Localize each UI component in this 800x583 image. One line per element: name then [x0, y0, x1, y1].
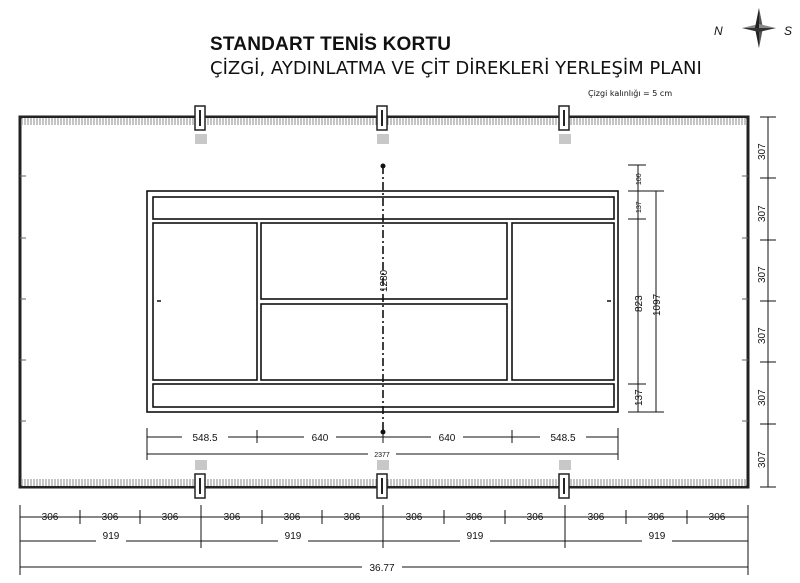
dimension-label: 306 — [526, 512, 544, 523]
dimension-label: 306 — [223, 512, 241, 523]
light-pad — [195, 134, 207, 144]
dimension-label: 306 — [647, 512, 665, 523]
dimension-label: 919 — [102, 531, 120, 542]
dimension-label: 306 — [587, 512, 605, 523]
dimension-label: 306 — [41, 512, 59, 523]
dimension-label: 306 — [101, 512, 119, 523]
dim-net-length: 1280 — [379, 269, 390, 292]
dimension-label: 919 — [284, 531, 302, 542]
dim-court-length: 2377 — [374, 452, 390, 459]
light-pole-top-1 — [195, 106, 207, 144]
court-bottom-dims — [182, 431, 586, 459]
light-pad — [195, 460, 207, 470]
dimension-label: 307 — [757, 205, 768, 222]
light-pole-top-2 — [377, 106, 389, 144]
dim-left-back: 548.5 — [192, 433, 218, 444]
dimension-label: 307 — [757, 327, 768, 344]
light-pad — [559, 460, 571, 470]
dimension-label: 307 — [757, 266, 768, 283]
dimension-label: 307 — [757, 143, 768, 160]
backcourt-right — [512, 223, 614, 380]
dimension-label: 306 — [405, 512, 423, 523]
dimension-label: 306 — [708, 512, 726, 523]
dimension-label: 919 — [466, 531, 484, 542]
dim-outer-width: 1097 — [652, 293, 663, 316]
net-post-top — [381, 164, 386, 169]
dim-top-offset: 100 — [636, 173, 643, 185]
light-pole-bottom-3 — [559, 460, 571, 498]
light-pad — [377, 460, 389, 470]
light-pad — [377, 134, 389, 144]
dim-alley-bottom: 137 — [634, 389, 645, 406]
compass-n-label: N — [714, 24, 723, 38]
light-pole-bottom-2 — [377, 460, 389, 498]
dim-total-length: 36.77 — [369, 563, 395, 574]
dim-right-service: 640 — [438, 433, 456, 444]
dimension-label: 306 — [465, 512, 483, 523]
dimension-label: 307 — [757, 389, 768, 406]
compass-s-label: S — [784, 24, 793, 38]
dimension-label: 307 — [757, 451, 768, 468]
dim-right-back: 548.5 — [550, 433, 576, 444]
line-thickness-note: Çizgi kalınlığı = 5 cm — [588, 89, 673, 98]
service-box-bottom — [261, 304, 507, 380]
dimension-label: 306 — [283, 512, 301, 523]
dimension-label: 306 — [343, 512, 361, 523]
light-pole-top-3 — [559, 106, 571, 144]
dimension-label: 306 — [161, 512, 179, 523]
page-title: STANDART TENİS KORTU — [210, 34, 452, 55]
dim-left-service: 640 — [311, 433, 329, 444]
backcourt-left — [153, 223, 257, 380]
dim-alley-top: 137 — [636, 201, 643, 213]
right-fence-dims — [755, 136, 768, 468]
dim-inner-width: 823 — [634, 295, 645, 312]
dimension-label: 919 — [648, 531, 666, 542]
page-subtitle: ÇİZGİ, AYDINLATMA VE ÇİT DİREKLERİ YERLEŞİM PLANI — [210, 58, 702, 79]
light-pad — [559, 134, 571, 144]
light-pole-bottom-1 — [195, 460, 207, 498]
